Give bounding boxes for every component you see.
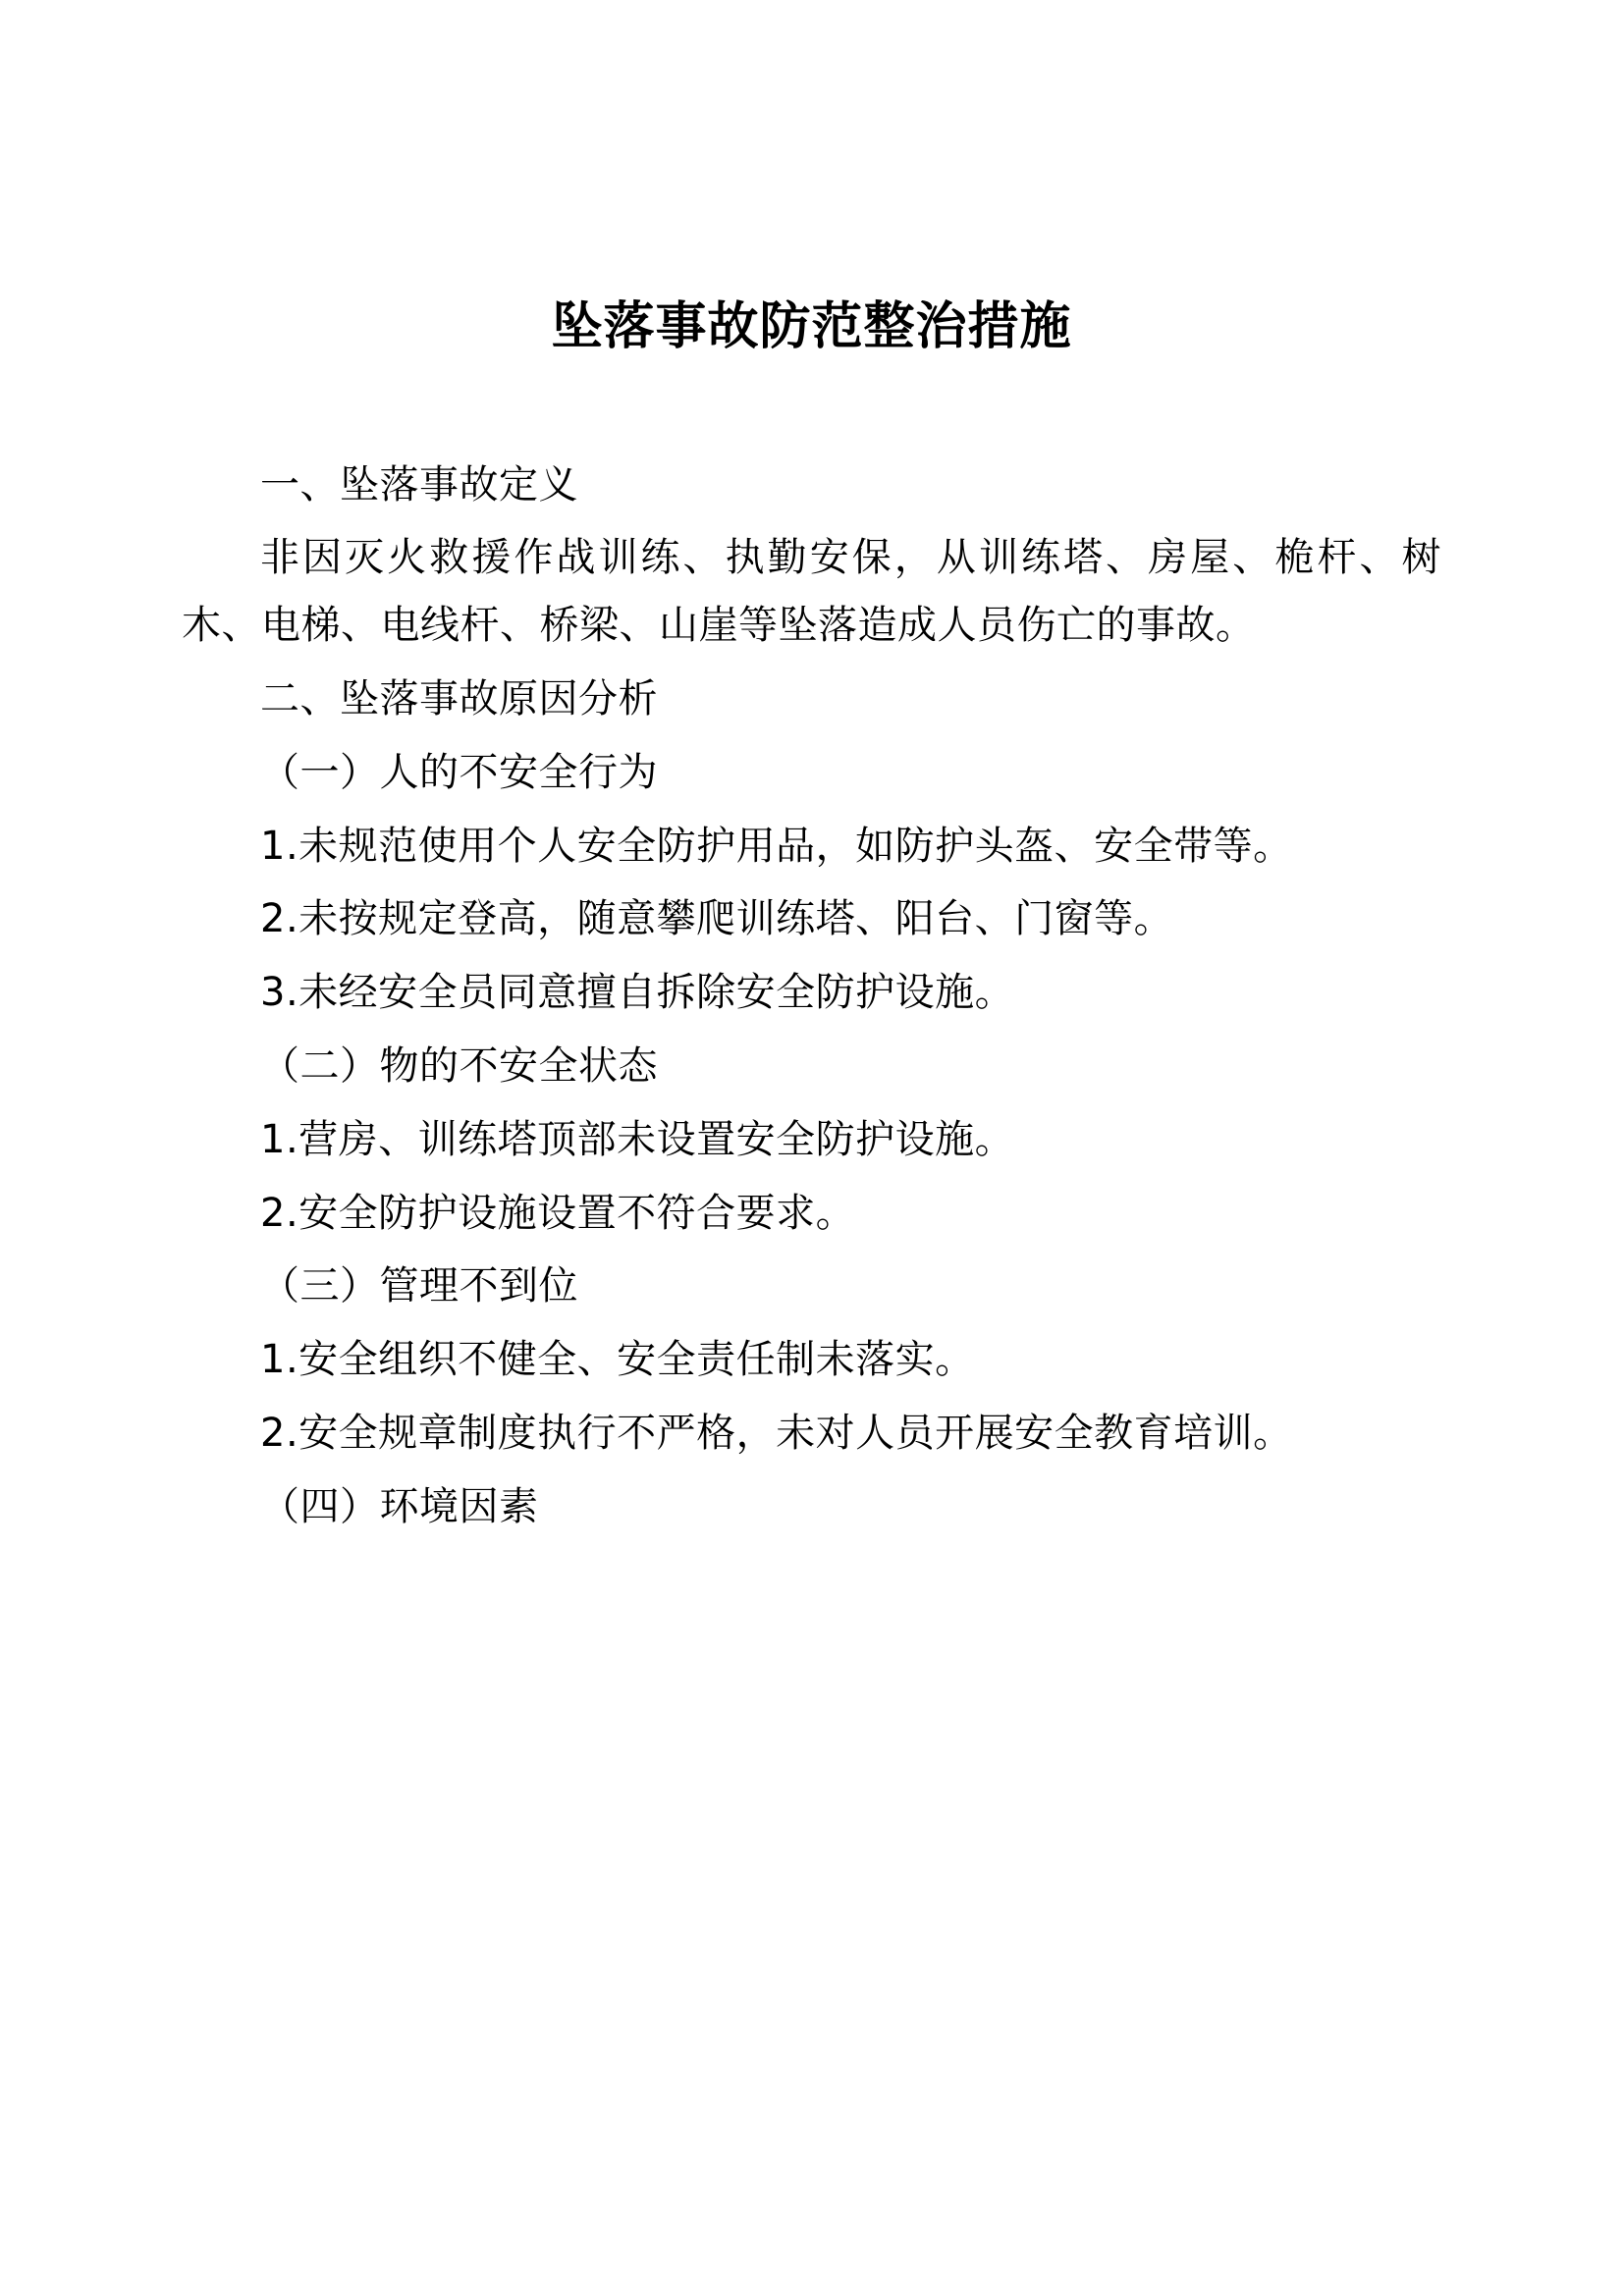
subsection-heading-2-4: （四）环境因素: [260, 1483, 539, 1529]
list-item-2-1-1: 1.未规范使用个人安全防护用品，如防护头盔、安全带等。: [260, 823, 1293, 869]
section-heading-2: 二、坠落事故原因分析: [260, 675, 658, 721]
list-item-2-2-2: 2.安全防护设施设置不符合要求。: [260, 1190, 856, 1236]
list-item-2-1-3: 3.未经安全员同意擅自拆除安全防护设施。: [260, 970, 1015, 1016]
list-item-2-3-2: 2.安全规章制度执行不严格，未对人员开展安全教育培训。: [260, 1410, 1293, 1456]
subsection-heading-2-3: （三）管理不到位: [260, 1263, 578, 1309]
section-1-definition-paragraph: 非因灭火救援作战训练、执勤安保，从训练塔、房屋、桅杆、树木、电梯、电线杆、桥梁、山崖等坠落造成人员伤亡的事故。: [182, 535, 1441, 649]
page-title: 坠落事故防范整治措施: [551, 297, 1072, 356]
list-item-2-2-1: 1.营房、训练塔顶部未设置安全防护设施。: [260, 1116, 1015, 1162]
section-heading-1: 一、坠落事故定义: [260, 461, 578, 507]
list-item-2-1-2: 2.未按规定登高，随意攀爬训练塔、阳台、门窗等。: [260, 896, 1174, 942]
subsection-heading-2-2: （二）物的不安全状态: [260, 1042, 658, 1089]
list-item-2-3-1: 1.安全组织不健全、安全责任制未落实。: [260, 1337, 975, 1383]
subsection-heading-2-1: （一）人的不安全行为: [260, 749, 658, 795]
document-body: [182, 452, 1441, 1541]
